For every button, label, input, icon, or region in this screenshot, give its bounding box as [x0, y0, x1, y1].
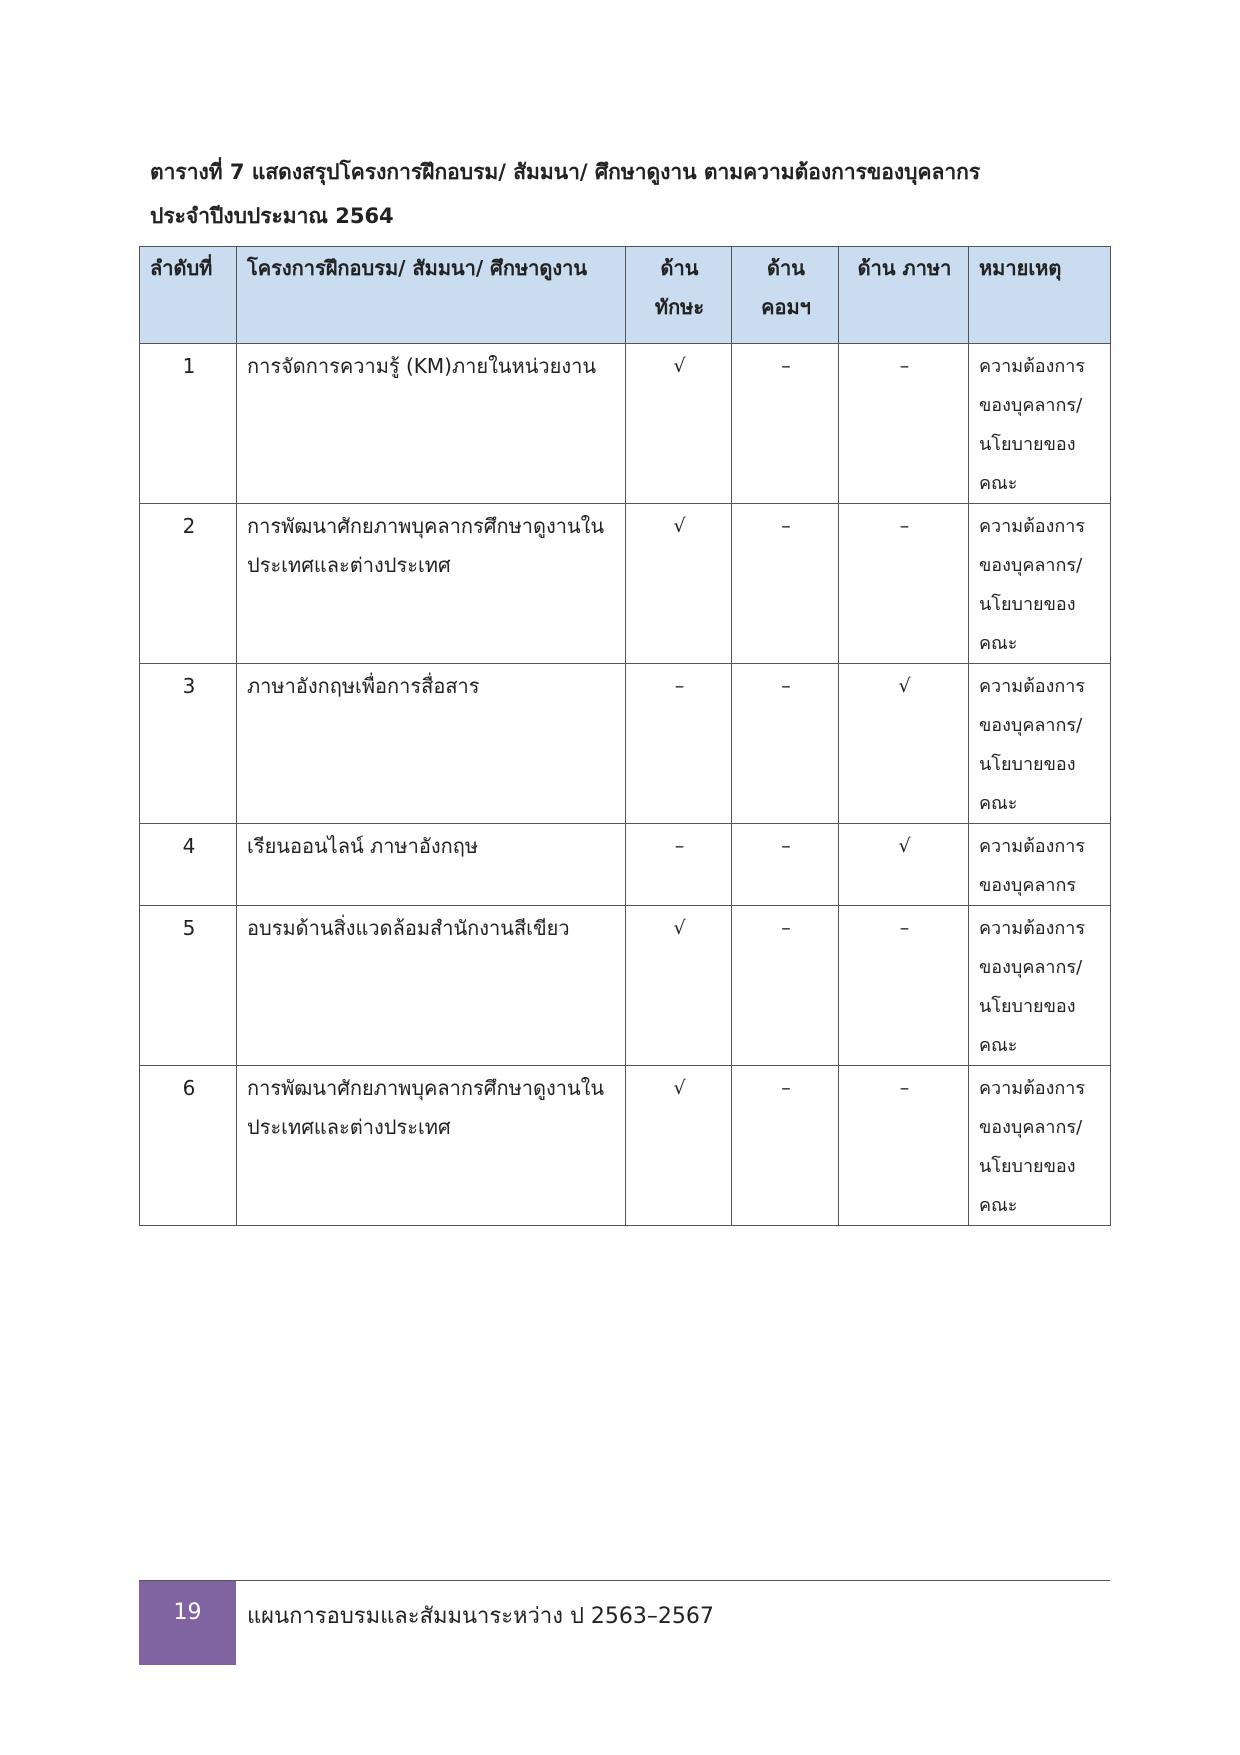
header-computer: ด้าน คอมฯ — [732, 247, 839, 344]
row-number: 4 — [140, 824, 237, 906]
table-row — [140, 824, 1111, 906]
caption-line-2: ประจำปีงบประมาณ 2564 — [150, 204, 394, 228]
row-computer-mark: – — [732, 906, 839, 1066]
caption-line-1: ตารางที่ 7 แสดงสรุปโครงการฝึกอบรม/ สัมมนา/ ศึกษาดูงาน ตามความต้องการของบุคลากร — [150, 160, 981, 184]
row-skill-mark: – — [626, 824, 732, 906]
row-project: อบรมด้านสิ่งแวดล้อมสำนักงานสีเขียว — [237, 906, 626, 1066]
header-language: ด้าน ภาษา — [839, 247, 969, 344]
row-project: เรียนออนไลน์ ภาษาอังกฤษ — [237, 824, 626, 906]
row-skill-mark: √ — [626, 1066, 732, 1226]
header-remark: หมายเหตุ — [969, 247, 1111, 344]
row-skill-mark: – — [626, 664, 732, 824]
row-project: การพัฒนาศักยภาพบุคลากรศึกษาดูงานในประเทศและต่างประเทศ — [237, 1066, 626, 1226]
footer-divider — [139, 1580, 1110, 1581]
row-skill-mark: √ — [626, 344, 732, 504]
page-number: 19 — [173, 1600, 202, 1625]
row-remark: ความต้องการของบุคลากร/นโยบายของคณะ — [969, 504, 1111, 664]
row-computer-mark: – — [732, 504, 839, 664]
row-computer-mark: – — [732, 664, 839, 824]
row-computer-mark: – — [732, 1066, 839, 1226]
table-row — [140, 1066, 1111, 1226]
header-order: ลำดับที่ — [140, 247, 237, 344]
row-language-mark: – — [839, 906, 969, 1066]
row-language-mark: √ — [839, 664, 969, 824]
row-language-mark: √ — [839, 824, 969, 906]
row-computer-mark: – — [732, 344, 839, 504]
row-project: ภาษาอังกฤษเพื่อการสื่อสาร — [237, 664, 626, 824]
table-row — [140, 344, 1111, 504]
row-remark: ความต้องการของบุคลากร/นโยบายของคณะ — [969, 344, 1111, 504]
table-caption — [150, 150, 1110, 238]
header-project: โครงการฝึกอบรม/ สัมมนา/ ศึกษาดูงาน — [237, 247, 626, 344]
row-remark: ความต้องการของบุคลากร/นโยบายของคณะ — [969, 1066, 1111, 1226]
row-project: การพัฒนาศักยภาพบุคลากรศึกษาดูงานในประเทศและต่างประเทศ — [237, 504, 626, 664]
training-summary-table — [139, 246, 1111, 1226]
row-number: 5 — [140, 906, 237, 1066]
row-number: 2 — [140, 504, 237, 664]
footer-title: แผนการอบรมและสัมมนาระหว่าง ป 2563–2567 — [247, 1604, 714, 1629]
row-language-mark: – — [839, 504, 969, 664]
table-header-row — [140, 247, 1111, 344]
row-number: 6 — [140, 1066, 237, 1226]
row-number: 1 — [140, 344, 237, 504]
table-row — [140, 504, 1111, 664]
row-remark: ความต้องการของบุคลากร/นโยบายของคณะ — [969, 906, 1111, 1066]
table-row — [140, 906, 1111, 1066]
row-remark: ความต้องการของบุคลากร — [969, 824, 1111, 906]
row-language-mark: – — [839, 1066, 969, 1226]
row-language-mark: – — [839, 344, 969, 504]
row-remark: ความต้องการของบุคลากร/นโยบายของคณะ — [969, 664, 1111, 824]
row-computer-mark: – — [732, 824, 839, 906]
row-skill-mark: √ — [626, 906, 732, 1066]
header-skill: ด้าน ทักษะ — [626, 247, 732, 344]
row-project: การจัดการความรู้ (KM)ภายในหน่วยงาน — [237, 344, 626, 504]
table-row — [140, 664, 1111, 824]
row-skill-mark: √ — [626, 504, 732, 664]
row-number: 3 — [140, 664, 237, 824]
